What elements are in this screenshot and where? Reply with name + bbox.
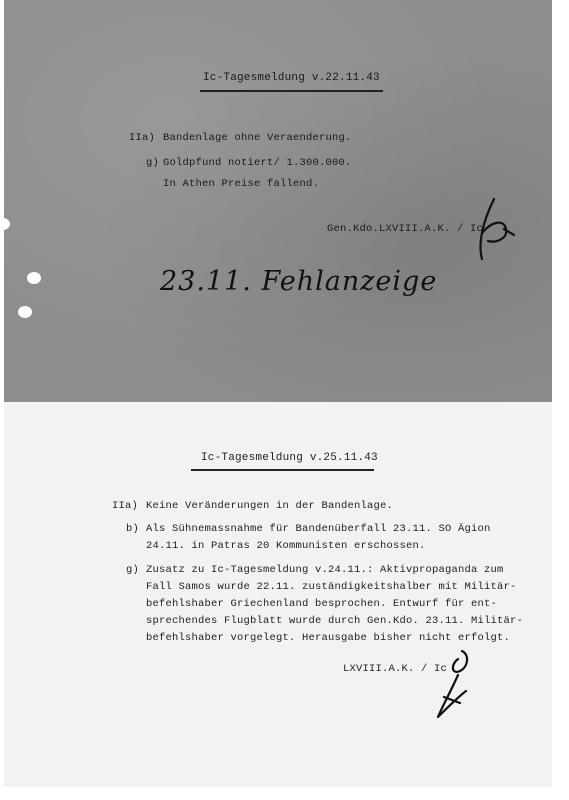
page-margin: [552, 402, 569, 800]
report2-heading-underline: [191, 469, 374, 471]
report1-heading: Ic-Tagesmeldung v.22.11.43: [203, 72, 380, 84]
handwritten-note: 23.11. Fehlanzeige: [160, 266, 438, 297]
report1-sender: Gen.Kdo.LXVIII.A.K. / Ic: [327, 223, 484, 235]
report1-item-key: IIa): [129, 132, 156, 144]
report1-item-text: In Athen Preise fallend.: [163, 178, 320, 190]
report1-item-text: Goldpfund notiert/ 1.300.000.: [163, 157, 352, 169]
signature-icon: [474, 193, 524, 263]
report2-item-line: befehlshaber vorgelegt. Herausgabe bisher nicht erfolgt.: [146, 632, 511, 644]
report1-item-text: Bandenlage ohne Veraenderung.: [163, 132, 352, 144]
report2-item-line: sprechendes Flugblatt wurde durch Gen.Kdo. 23.11. Militär-: [146, 615, 524, 627]
report2-heading: Ic-Tagesmeldung v.25.11.43: [201, 452, 378, 464]
top-document-page: [4, 0, 552, 402]
report1-item-key: g): [146, 157, 160, 169]
report2-item-key: b): [126, 523, 140, 535]
report2-sender: LXVIII.A.K. / Ic: [343, 663, 448, 675]
report1-heading-underline: [200, 90, 383, 92]
report2-item-line: Zusatz zu Ic-Tagesmeldung v.24.11.: Aktivpropaganda zum: [146, 564, 504, 576]
report2-item-line: Als Sühnemassnahme für Bandenüberfall 23.11. SO Ägion: [146, 523, 491, 535]
report2-item-line: Fall Samos wurde 22.11. zuständigkeitshalber mit Militär-: [146, 581, 517, 593]
report2-item-line: 24.11. in Patras 20 Kommunisten erschossen.: [146, 540, 426, 552]
report2-item-line: befehlshaber Griechenland besprochen. Entwurf für ent-: [146, 598, 498, 610]
signature-icon: [430, 645, 475, 720]
report2-item-line: Keine Veränderungen in der Bandenlage.: [146, 500, 394, 512]
punch-hole: [18, 306, 32, 318]
report2-item-key: IIa): [112, 500, 139, 512]
punch-hole: [27, 272, 41, 284]
report2-item-key: g): [126, 564, 140, 576]
